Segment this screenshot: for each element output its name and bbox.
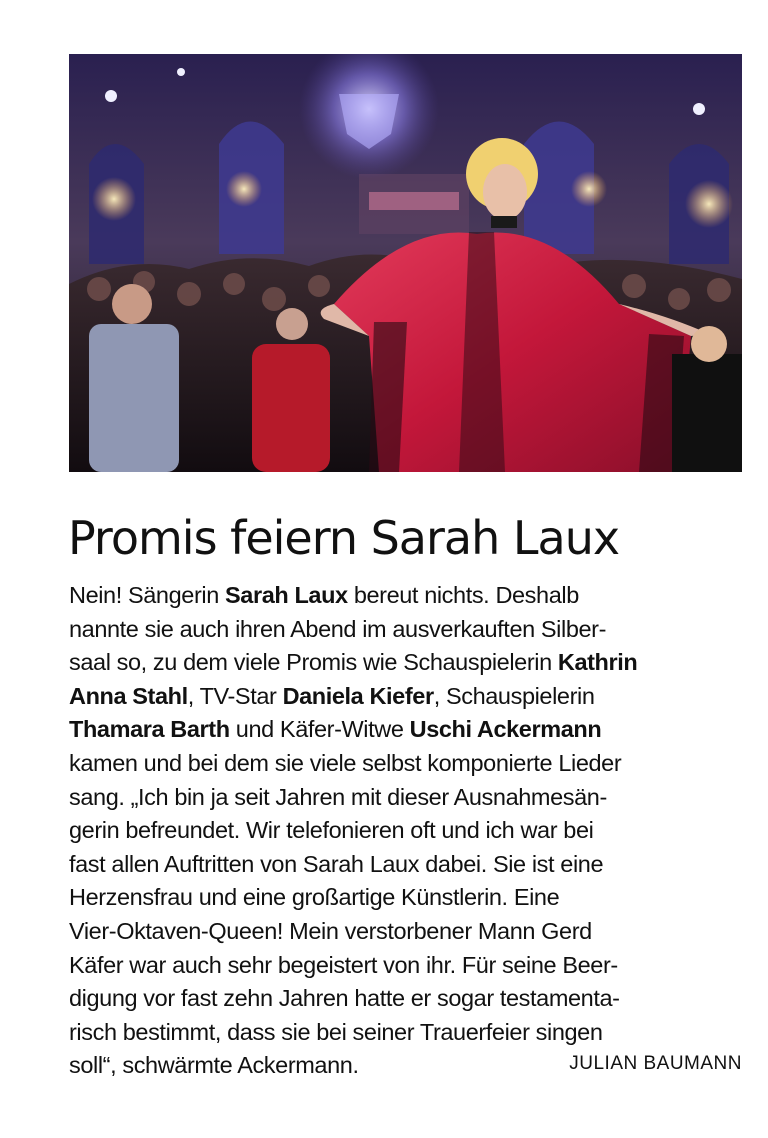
body-text-run: sang. „Ich bin ja seit Jahren mit dieser Ausnahmesän- bbox=[69, 783, 607, 810]
article-headline: Promis feiern Sarah Laux bbox=[68, 511, 620, 565]
body-text-run: bereut nichts. Deshalb bbox=[347, 582, 579, 608]
body-text-run: digung vor fast zehn Jahren hatte er sogar testamenta- bbox=[69, 985, 620, 1012]
body-text-run: nannte sie auch ihren Abend im ausverkauften Silber- bbox=[69, 615, 607, 642]
body-line bbox=[69, 781, 744, 815]
body-text-run: gerin befreundet. Wir telefonieren oft und ich war bei bbox=[69, 817, 594, 844]
body-line bbox=[69, 579, 744, 613]
body-text-run: soll“, schwärmte Ackermann. bbox=[69, 1052, 359, 1079]
body-line bbox=[69, 982, 744, 1016]
highlighted-name: Kathrin bbox=[557, 649, 638, 676]
body-text-run: kamen und bei dem sie viele selbst komponierte Lieder bbox=[69, 749, 622, 776]
body-text-run: , TV-Star bbox=[187, 682, 283, 709]
body-line bbox=[69, 915, 744, 949]
body-text-run: und Käfer-Witwe bbox=[229, 716, 410, 743]
article-body bbox=[69, 579, 744, 1083]
highlighted-name: Uschi Ackermann bbox=[409, 716, 602, 743]
body-line bbox=[69, 646, 744, 680]
body-line bbox=[69, 949, 744, 983]
highlighted-name: Daniela Kiefer bbox=[282, 682, 434, 709]
author-byline: JULIAN BAUMANN bbox=[569, 1053, 742, 1074]
body-line bbox=[69, 1016, 744, 1050]
photo-illustration bbox=[69, 54, 742, 472]
body-text-run: Nein! Sängerin bbox=[69, 582, 225, 608]
body-line bbox=[69, 680, 744, 714]
body-text-run: Vier-Oktaven-Queen! Mein verstorbener Mann Gerd bbox=[69, 917, 592, 944]
body-line bbox=[69, 814, 744, 848]
article-photo bbox=[69, 54, 742, 472]
body-text-run: , Schauspielerin bbox=[433, 682, 595, 709]
body-text-run: saal so, zu dem viele Promis wie Schauspielerin bbox=[69, 649, 558, 676]
body-text-run: Herzensfrau und eine großartige Künstlerin. Eine bbox=[69, 884, 560, 911]
body-text-run: Käfer war auch sehr begeistert von ihr. Für seine Beer- bbox=[69, 951, 618, 978]
highlighted-name: Anna Stahl bbox=[69, 682, 188, 709]
body-text-run: fast allen Auftritten von Sarah Laux dabei. Sie ist eine bbox=[69, 850, 604, 877]
body-line bbox=[69, 713, 744, 747]
body-line bbox=[69, 613, 744, 647]
highlighted-name: Sarah Laux bbox=[225, 582, 348, 608]
body-line bbox=[69, 881, 744, 915]
highlighted-name: Thamara Barth bbox=[69, 716, 230, 743]
body-line bbox=[69, 848, 744, 882]
body-line bbox=[69, 747, 744, 781]
body-text-run: risch bestimmt, dass sie bei seiner Trauerfeier singen bbox=[69, 1018, 603, 1045]
